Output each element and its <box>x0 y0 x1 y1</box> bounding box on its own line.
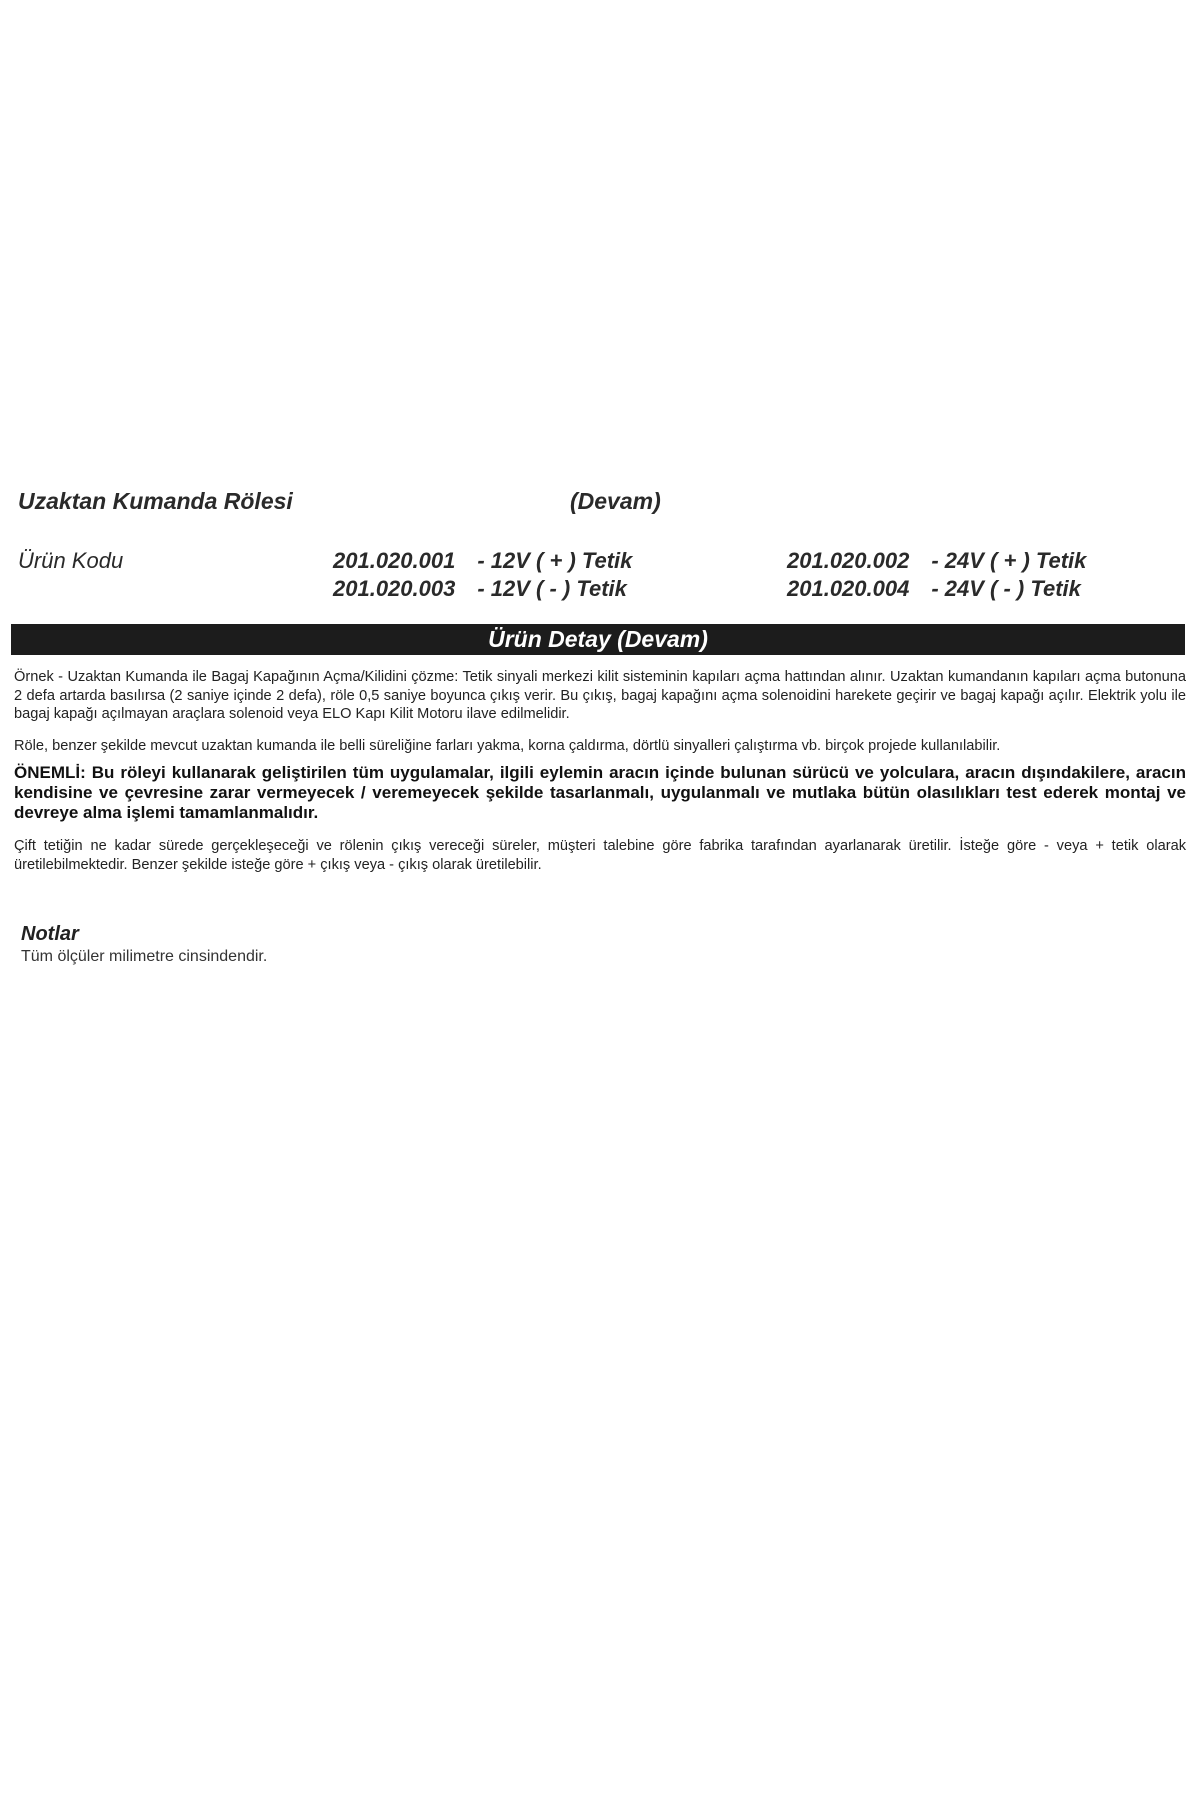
product-code: 201.020.004 <box>787 576 910 601</box>
product-code: 201.020.001 <box>333 548 456 573</box>
product-code-row <box>333 576 627 602</box>
detail-paragraph-example: Örnek - Uzaktan Kumanda ile Bagaj Kapağının Açma/Kilidini çözme: Tetik sinyali merkezi kilit sisteminin kapıları açma hattından alınır. Uzaktan kumandanın kapıları açma butonuna 2 defa artarda basılırsa (2 saniye içinde 2 defa), röle 0,5 saniye boyunca çıkış verir. Bu çıkış, bagaj kapağını açma solenoidini harekete geçirir ve bagaj kapağı açılır. Elektrik yolu ile bagaj kapağı açılmayan araçlara solenoid veya ELO Kapı Kilit Motoru ilave edilmelidir. <box>14 669 1186 722</box>
notes-text: Tüm ölçüler milimetre cinsindendir. <box>21 948 268 965</box>
product-code: 201.020.003 <box>333 576 456 601</box>
important-warning: ÖNEMLİ: Bu röleyi kullanarak geliştirilen tüm uygulamalar, ilgili eylemin aracın içinde bulunan sürücü ve yolculara, aracın dışındakilere, aracın kendisine ve çevresine zarar vermeyecek / veremeyecek şekilde tasarlanmalı, uygulanmalı ve mutlaka bütün olasılıkları test ederek montaj ve devreye alma işlemi tamamlanmalıdır. <box>14 763 1186 822</box>
product-code-row <box>333 548 632 574</box>
product-code-row <box>787 548 1086 574</box>
detail-paragraph-usage: Röle, benzer şekilde mevcut uzaktan kumanda ile belli süreliğine farları yakma, korna çaldırma, dörtlü sinyalleri çalıştırma vb. birçok projede kullanılabilir. <box>14 738 1001 754</box>
continued-label: (Devam) <box>570 488 661 514</box>
detail-paragraph-timing: Çift tetiğin ne kadar sürede gerçekleşeceği ve rölenin çıkış vereceği süreler, müşteri talebine göre fabrika tarafından ayarlanarak üretilir. İsteğe göre - veya + tetik olarak üretilebilmektedir. Benzer şekilde isteğe göre + çıkış veya - çıkış olarak üretilebilir. <box>14 838 1186 873</box>
product-detail-heading: Ürün Detay (Devam) <box>11 624 1185 655</box>
product-code-row <box>787 576 1081 602</box>
document-title: Uzaktan Kumanda Rölesi <box>18 488 293 514</box>
product-spec: - 12V ( + ) Tetik <box>477 548 633 573</box>
product-code: 201.020.002 <box>787 548 910 573</box>
product-spec: - 24V ( - ) Tetik <box>931 576 1081 601</box>
product-spec: - 24V ( + ) Tetik <box>931 548 1087 573</box>
product-spec: - 12V ( - ) Tetik <box>477 576 627 601</box>
notes-title: Notlar <box>21 923 79 945</box>
product-code-label: Ürün Kodu <box>18 548 124 573</box>
